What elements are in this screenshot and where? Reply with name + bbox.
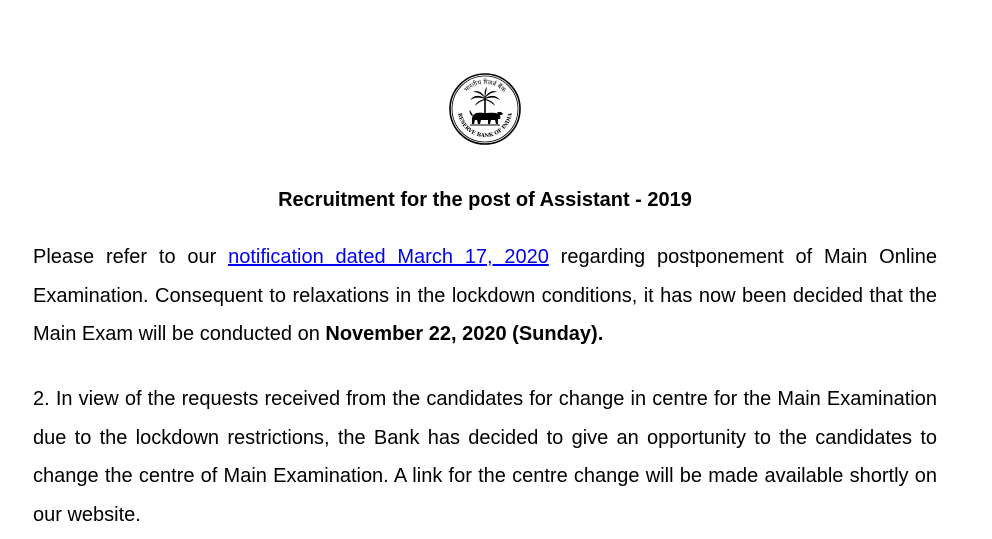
notification-link[interactable]: notification dated March 17, 2020 xyxy=(228,246,549,268)
paragraph-1-body: regarding postponement of Main Online Examination. Consequent to relaxations in the lockdown conditions, it has now been decided that the Main Exam will be conducted on xyxy=(33,246,937,345)
page-title: Recruitment for the post of Assistant - 2019 xyxy=(278,189,692,211)
notice-paragraph-2: 2. In view of the requests received from the candidates for change in centre for the Main Examination due to the lockdown restrictions, the Bank has decided to give an opportunity to the candidates to change the centre of Main Examination. A link for the centre change will be made available shortly on our website. xyxy=(33,388,937,526)
seal-text-top: भारतीय रिज़र्व बैंक xyxy=(463,78,508,94)
rbi-seal-logo xyxy=(448,72,522,146)
rbi-emblem-icon xyxy=(448,72,522,146)
seal-text-bottom: RESERVE BANK OF INDIA xyxy=(456,112,514,140)
paragraph-1-prefix: Please refer to our xyxy=(33,246,229,268)
exam-date: November 22, 2020 (Sunday). xyxy=(325,323,604,345)
notice-paragraph-1 xyxy=(33,238,937,354)
